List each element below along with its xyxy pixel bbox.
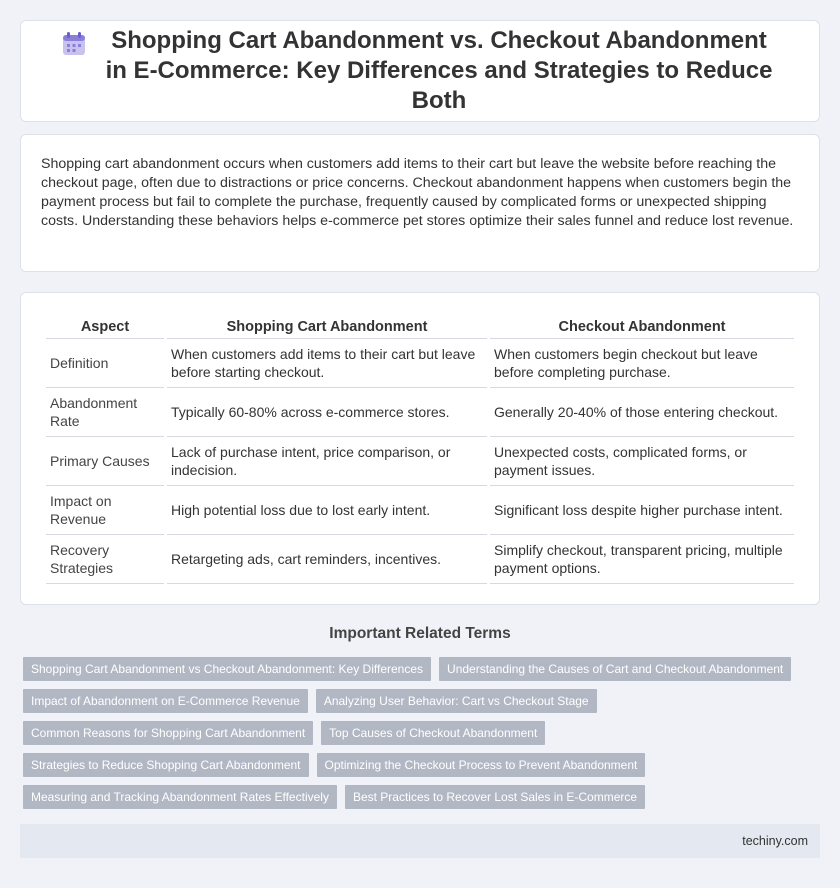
row-aspect: Abandonment Rate	[46, 388, 164, 437]
intro-card	[20, 134, 820, 272]
header-checkout-abandonment: Checkout Abandonment	[490, 309, 794, 339]
related-term-tag[interactable]: Top Causes of Checkout Abandonment	[321, 721, 545, 745]
row-checkout-value: Unexpected costs, complicated forms, or payment issues.	[490, 437, 794, 486]
table-row	[46, 535, 794, 584]
tag-row	[23, 753, 823, 777]
related-term-tag[interactable]: Analyzing User Behavior: Cart vs Checkout Stage	[316, 689, 597, 713]
tag-row	[23, 721, 823, 745]
footer-site-name: techiny.com	[742, 834, 808, 848]
row-checkout-value: Generally 20-40% of those entering checkout.	[490, 388, 794, 437]
calendar-icon	[61, 31, 87, 57]
table-row	[46, 437, 794, 486]
tag-row	[23, 657, 823, 681]
comparison-table	[43, 309, 797, 584]
row-aspect: Primary Causes	[46, 437, 164, 486]
row-aspect: Definition	[46, 339, 164, 388]
related-term-tag[interactable]: Optimizing the Checkout Process to Prevent Abandonment	[317, 753, 646, 777]
related-term-tag[interactable]: Common Reasons for Shopping Cart Abandonment	[23, 721, 313, 745]
related-terms-list	[23, 657, 823, 817]
page-title: Shopping Cart Abandonment vs. Checkout Abandonment in E-Commerce: Key Differences and Strategies to Reduce Both	[105, 27, 773, 114]
comparison-table-card	[20, 292, 820, 605]
row-cart-value: When customers add items to their cart but leave before starting checkout.	[167, 339, 487, 388]
row-checkout-value: Simplify checkout, transparent pricing, multiple payment options.	[490, 535, 794, 584]
tag-row	[23, 785, 823, 809]
related-term-tag[interactable]: Impact of Abandonment on E-Commerce Revenue	[23, 689, 308, 713]
table-row	[46, 339, 794, 388]
related-terms-title: Important Related Terms	[329, 625, 511, 642]
row-aspect: Recovery Strategies	[46, 535, 164, 584]
row-checkout-value: Significant loss despite higher purchase intent.	[490, 486, 794, 535]
row-aspect: Impact on Revenue	[46, 486, 164, 535]
related-term-tag[interactable]: Understanding the Causes of Cart and Checkout Abandonment	[439, 657, 791, 681]
related-term-tag[interactable]: Shopping Cart Abandonment vs Checkout Abandonment: Key Differences	[23, 657, 431, 681]
tag-row	[23, 689, 823, 713]
table-row	[46, 486, 794, 535]
related-term-tag[interactable]: Strategies to Reduce Shopping Cart Abandonment	[23, 753, 309, 777]
table-header-row	[46, 309, 794, 339]
intro-paragraph: Shopping cart abandonment occurs when customers add items to their cart but leave the website before reaching the checkout page, often due to distractions or price concerns. Checkout abandonment happens when customers begin the payment process but fail to complete the purchase, frequently caused by complicated forms or unexpected shipping costs. Understanding these behaviors helps e-commerce pet stores optimize their sales funnel and reduce lost revenue.	[41, 156, 794, 229]
row-cart-value: Retargeting ads, cart reminders, incentives.	[167, 535, 487, 584]
footer	[20, 824, 820, 858]
header-cart-abandonment: Shopping Cart Abandonment	[167, 309, 487, 339]
row-checkout-value: When customers begin checkout but leave before completing purchase.	[490, 339, 794, 388]
table-row	[46, 388, 794, 437]
row-cart-value: High potential loss due to lost early intent.	[167, 486, 487, 535]
title-card	[20, 20, 820, 122]
title-wrap	[61, 26, 779, 116]
related-term-tag[interactable]: Best Practices to Recover Lost Sales in E-Commerce	[345, 785, 645, 809]
header-aspect: Aspect	[46, 309, 164, 339]
related-term-tag[interactable]: Measuring and Tracking Abandonment Rates Effectively	[23, 785, 337, 809]
row-cart-value: Lack of purchase intent, price comparison, or indecision.	[167, 437, 487, 486]
row-cart-value: Typically 60-80% across e-commerce stores.	[167, 388, 487, 437]
